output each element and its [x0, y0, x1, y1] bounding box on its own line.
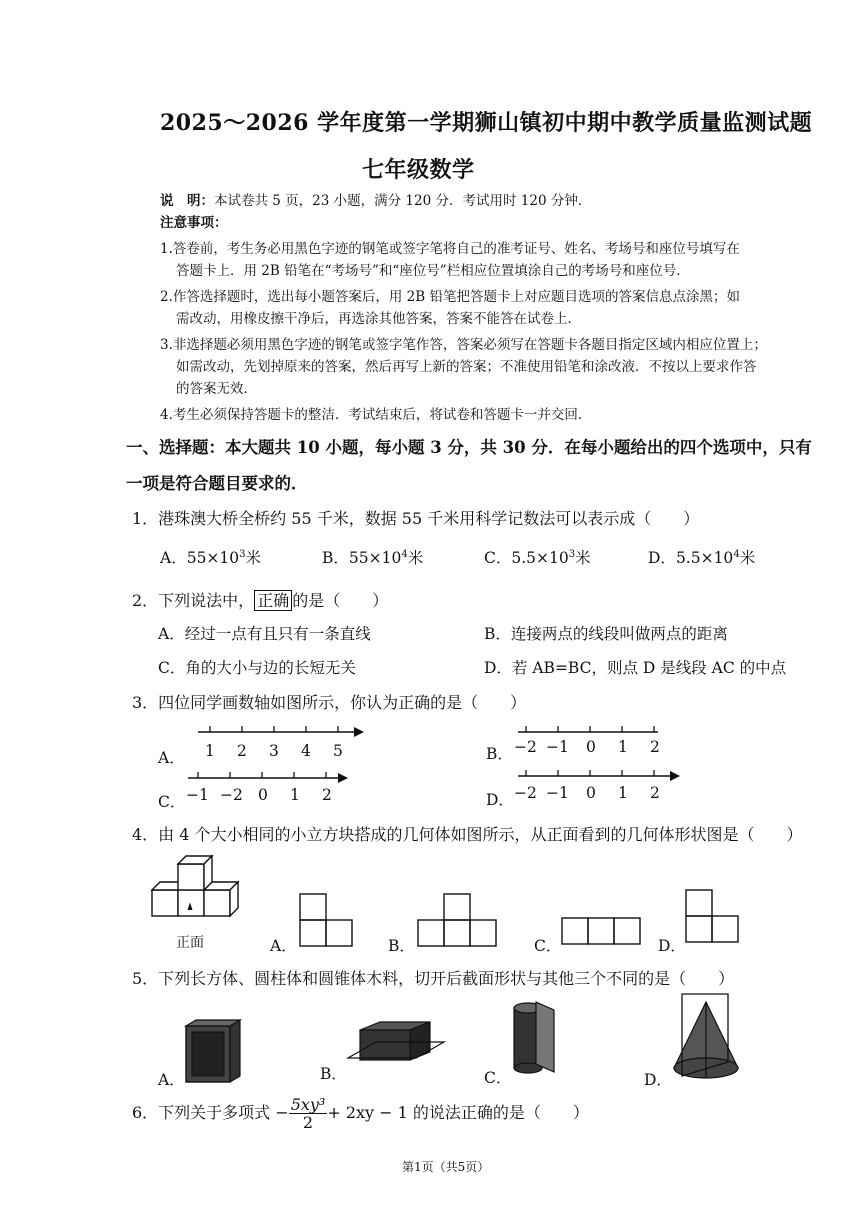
- front-view-label: 正面: [176, 935, 204, 951]
- notice-label: 注意事项：: [160, 215, 228, 231]
- axis-b-label: 0: [586, 738, 596, 756]
- cylinder-vertical-cut: [510, 1000, 560, 1080]
- q4-letter-a: A．: [270, 937, 297, 955]
- q1-option-d: D．$5.5\times 10^4$米: [648, 548, 756, 567]
- axis-c-label: −1: [186, 786, 209, 804]
- instructions-line: [160, 190, 591, 212]
- q3-letter-d: D．: [486, 791, 514, 809]
- question-6-stem: 6．下列关于多项式 − $\frac{\text{5xy³}}{2}$ + 2xy − 1 的说法正确的是（ ）: [132, 1095, 589, 1132]
- q4-letter-d: D．: [658, 937, 686, 955]
- axis-d-label: −1: [546, 784, 569, 802]
- axis-c-label: 2: [322, 786, 332, 804]
- q2-option-a: A．经过一点有且只有一条直线: [158, 625, 371, 643]
- axis-d-label: −2: [514, 784, 537, 802]
- notice-item-1: 1.答卷前，考生务必用黑色字迹的钢笔或签字笔将自己的准考证号、姓名、考场号和座位号填写在 答题卡上．用 2B 铅笔在“考场号”和“座位号”栏相应位置填涂自己的考场号和座位号．: [160, 241, 740, 279]
- axis-a-label: 2: [237, 742, 247, 760]
- boxed-word: 正确: [254, 590, 292, 611]
- q1-option-a: A．$55\times 10^3$米: [160, 548, 262, 567]
- question-2-stem: 2．下列说法中， 正确 的是（ ）: [132, 591, 389, 610]
- instructions-text: 本试卷共 5 页，23 小题，满分 120 分．考试用时 120 分钟．: [214, 193, 592, 209]
- axis-c-label: 0: [258, 786, 268, 804]
- question-4-stem: 4．由 4 个大小相同的小立方块搭成的几何体如图所示，从正面看到的几何体形状图是（ ）: [132, 825, 803, 844]
- view-option-b: [416, 892, 498, 948]
- axis-c-label: 1: [290, 786, 300, 804]
- axis-d-label: 0: [586, 784, 596, 802]
- section-heading-line2: 一项是符合题目要求的．: [126, 474, 308, 493]
- axis-c-label: −2: [220, 786, 243, 804]
- axis-a-label: 1: [205, 742, 215, 760]
- q5-letter-d: D．: [644, 1071, 672, 1089]
- cone-vertical-cut: [668, 992, 744, 1084]
- q2-option-c: C．角的大小与边的长短无关: [158, 659, 356, 677]
- view-option-a: [298, 892, 354, 948]
- q3-letter-a: A．: [158, 749, 185, 767]
- instructions-label: 说 明：: [160, 193, 214, 209]
- question-1-stem: 1．港珠澳大桥全桥约 55 千米，数据 55 千米用科学记数法可以表示成（ ）: [132, 509, 700, 528]
- q2-option-b: B．连接两点的线段叫做两点的距离: [484, 625, 728, 643]
- axis-b-label: −2: [514, 738, 537, 756]
- fraction: $\frac{\text{5xy³}}{2}$: [290, 1095, 326, 1132]
- q3-letter-c: C．: [158, 793, 186, 811]
- exam-title: 2025～2026 学年度第一学期狮山镇初中期中教学质量监测试题: [160, 110, 813, 136]
- q5-letter-a: A．: [158, 1071, 185, 1089]
- question-3-stem: 3．四位同学画数轴如图所示，你认为正确的是（ ）: [132, 693, 527, 712]
- number-line-c: [186, 770, 356, 786]
- question-5-stem: 5．下列长方体、圆柱体和圆锥体木料，切开后截面形状与其他三个不同的是（ ）: [132, 969, 735, 988]
- q4-letter-c: C．: [534, 937, 562, 955]
- view-option-c: [560, 916, 642, 948]
- q4-letter-b: B．: [388, 937, 415, 955]
- axis-d-label: 2: [650, 784, 660, 802]
- notice-item-3: 3.非选择题必须用黑色字迹的钢笔或签字笔作答，答案必须写在答题卡各题目指定区域内相应位置上； 如需改动，先划掉原来的答案，然后再写上新的答案；不准使用铅笔和涂改液．不按以上要求作答 的答案无效．: [160, 337, 767, 397]
- cuboid-vertical-cut: [184, 1018, 244, 1086]
- q3-letter-b: B．: [486, 745, 513, 763]
- exam-subtitle: 七年级数学: [362, 157, 475, 183]
- axis-b-label: 1: [618, 738, 628, 756]
- section-heading-line1: 一、选择题：本大题共 10 小题，每小题 3 分，共 30 分．在每小题给出的四个选项中，只有: [126, 438, 812, 457]
- q1-option-c: C．$5.5\times 10^3$米: [484, 548, 591, 567]
- q1-option-b: B．$55\times 10^4$米: [322, 548, 424, 567]
- notice-item-2: 2.作答选择题时，选出每小题答案后，用 2B 铅笔把答题卡上对应题目选项的答案信息点涂黑；如 需改动，用橡皮擦干净后，再选涂其他答案，答案不能答在试卷上．: [160, 289, 740, 327]
- axis-a-label: 5: [333, 742, 343, 760]
- axis-a-label: 4: [301, 742, 311, 760]
- axis-d-label: 1: [618, 784, 628, 802]
- cuboid-horizontal-cut: [346, 1020, 446, 1068]
- view-option-d: [684, 888, 740, 946]
- notice-item-4: 4.考生必须保持答题卡的整洁．考试结束后，将试卷和答题卡一并交回．: [160, 407, 592, 423]
- q5-letter-c: C．: [484, 1069, 512, 1087]
- axis-b-label: −1: [546, 738, 569, 756]
- cube-stack-3d: [150, 856, 242, 922]
- number-line-a: [196, 724, 366, 740]
- q2-option-d: D．若 AB=BC，则点 D 是线段 AC 的中点: [484, 659, 787, 677]
- axis-b-label: 2: [650, 738, 660, 756]
- axis-a-label: 3: [269, 742, 279, 760]
- q5-letter-b: B．: [320, 1065, 347, 1083]
- number-line-d: [514, 768, 684, 784]
- page-footer: 第1页（共5页）: [402, 1160, 490, 1174]
